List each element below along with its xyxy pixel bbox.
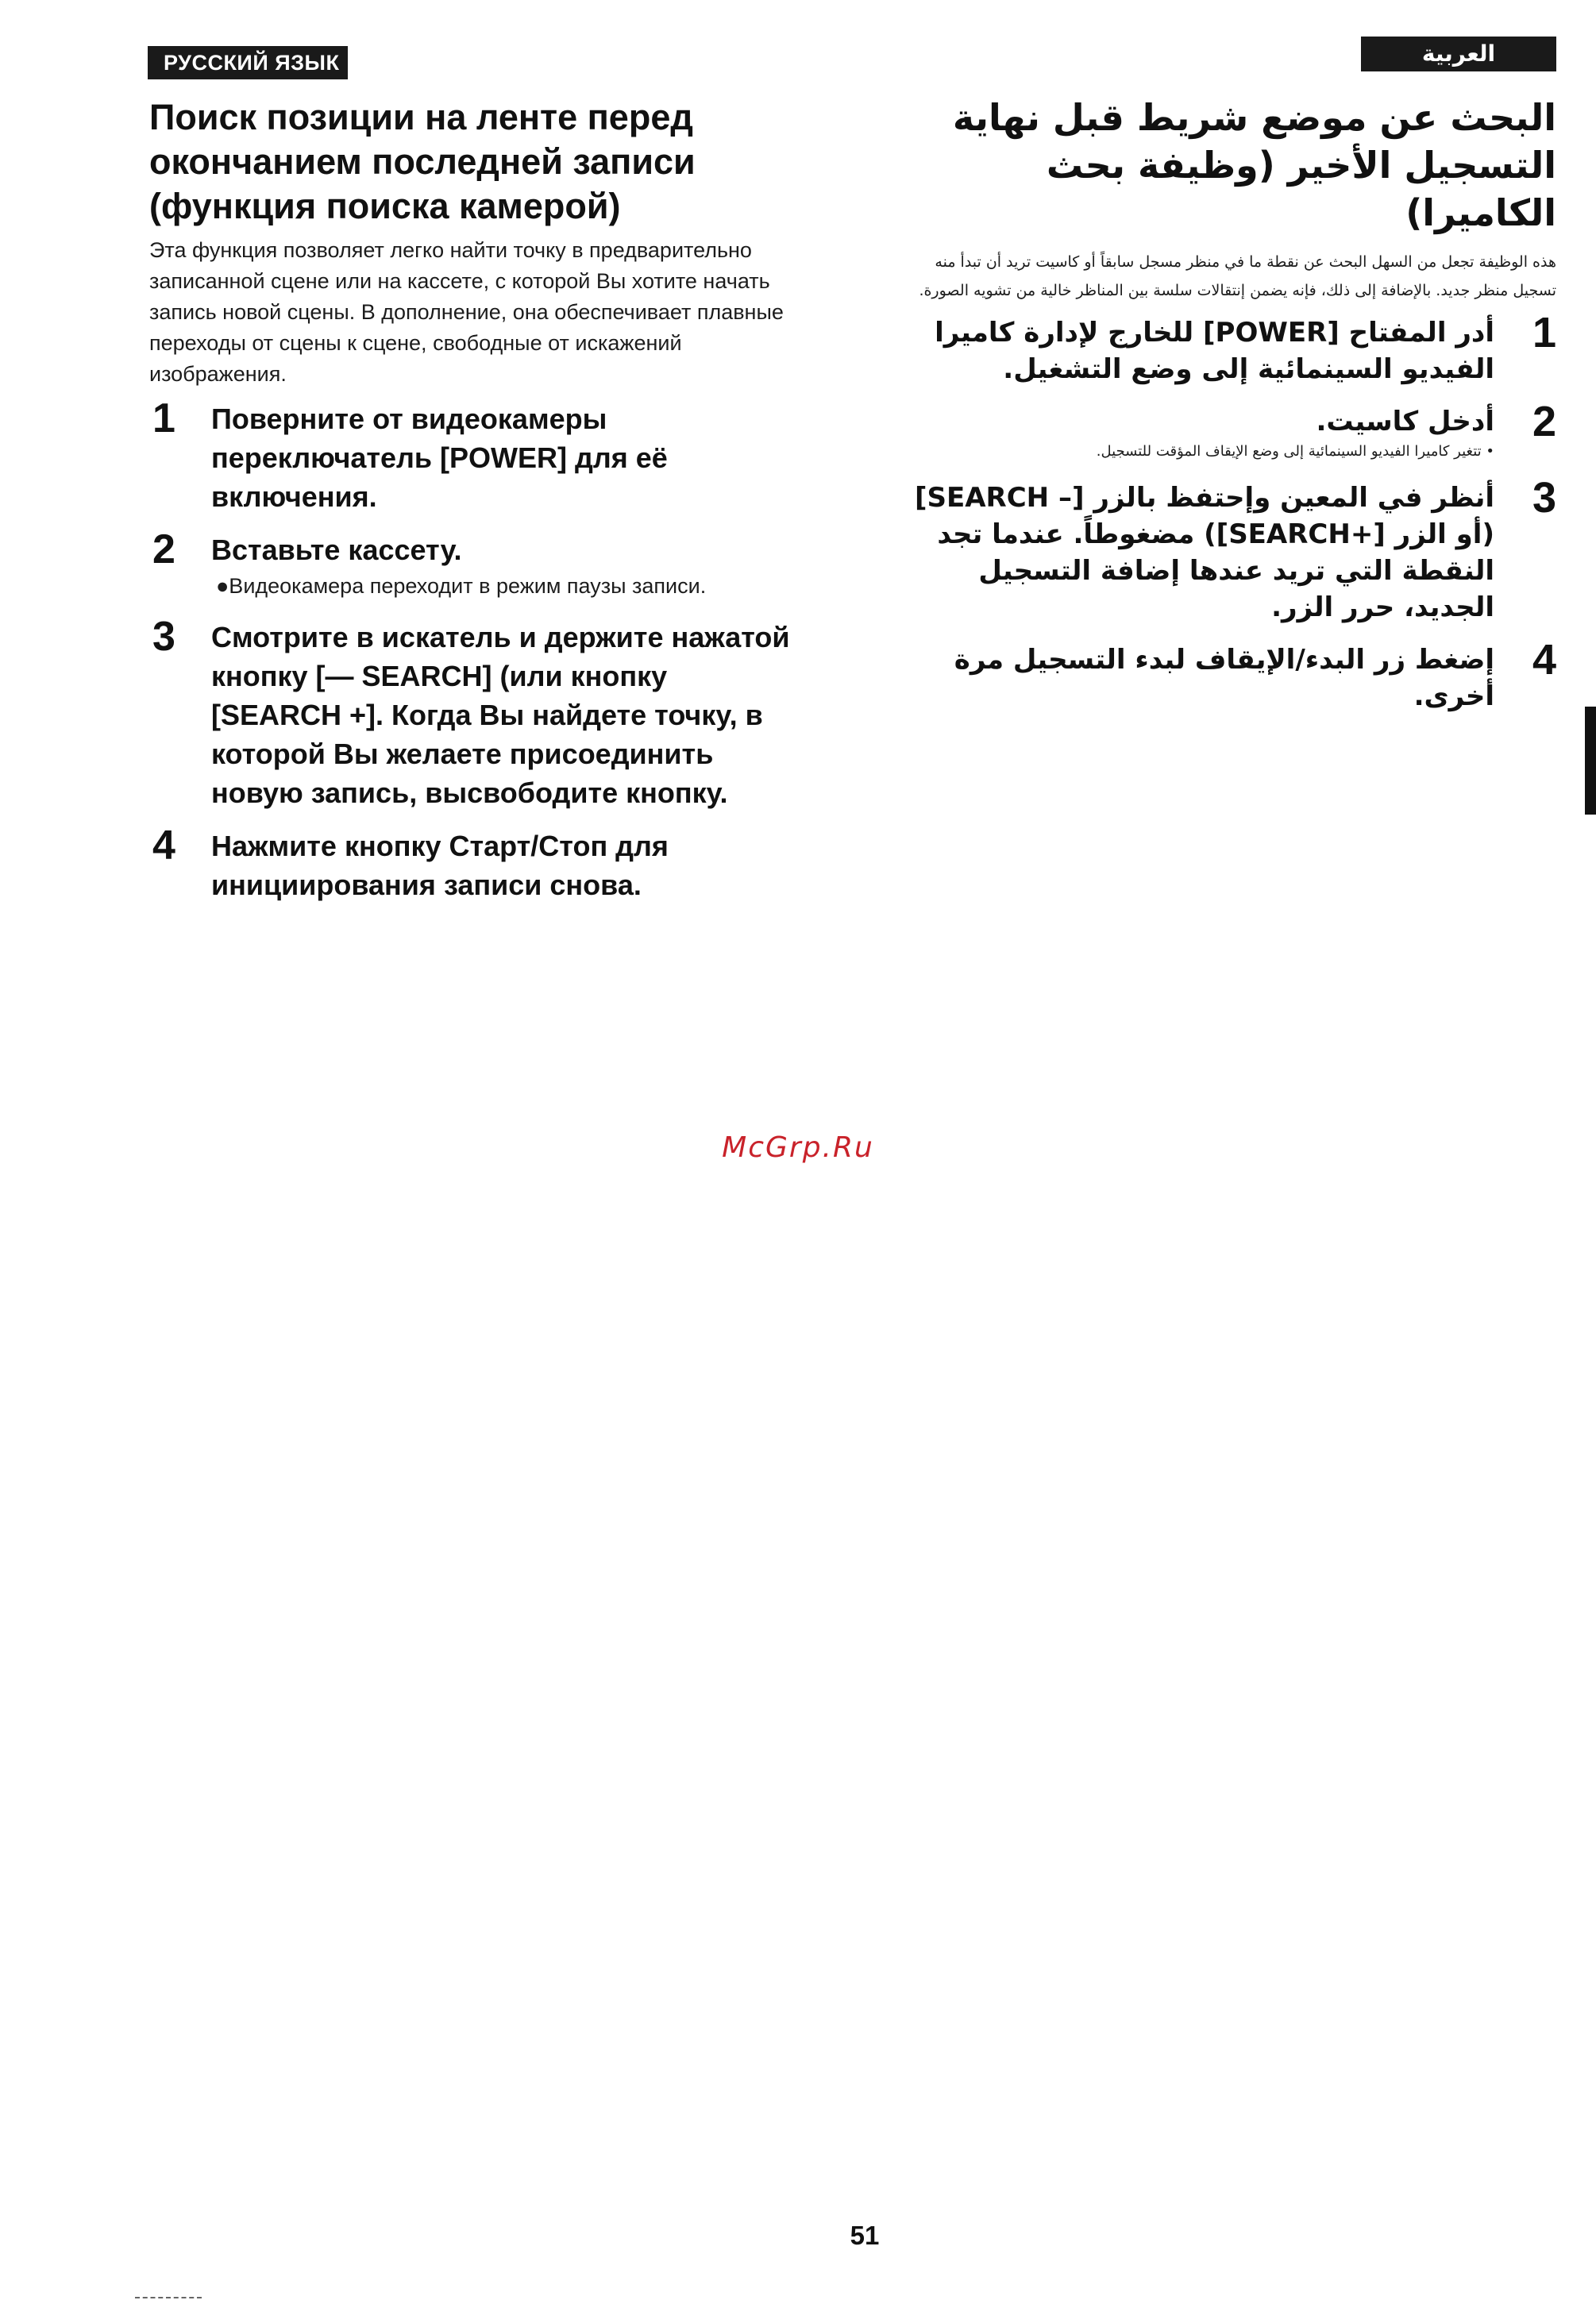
step-number: 3 [1532, 474, 1556, 522]
arabic-intro-paragraph: هذه الوظيفة تجعل من السهل البحث عن نقطة ما في منظر مسجل سابقاً أو كاسيت تريد أن تبدأ منه تسجيل منظر جديد. بالإضافة إلى ذلك، فإنه يضمن إنتقالات سلسة بين المناظر خالية من تشويه الصورة. [919, 253, 1556, 299]
step-number: 4 [152, 823, 175, 869]
step-text: إضغط زر البدء/الإيقاف لبدء التسجيل مرة أخرى. [954, 644, 1494, 712]
arabic-column [897, 94, 1556, 730]
step-text: Смотрите в искатель и держите нажатой кнопку [— SEARCH] (или кнопку [SEARCH +]. Когда Вы найдете точку, в которой Вы желаете присоединить новую запись, высвободите кнопку. [211, 621, 790, 809]
step-number: 1 [1532, 309, 1556, 356]
step-text: أنظر في المعين وإحتفظ بالزر [– SEARCH] (أو الزر [+SEARCH]) مضغوطاً. عندما تجد النقطة التي تريد عندها إضافة التسجيل الجديد، حرر الزر. [914, 482, 1494, 623]
russian-step-2 [149, 526, 800, 603]
russian-column [149, 95, 800, 919]
step-number: 2 [1532, 398, 1556, 445]
crop-mark [135, 2297, 202, 2298]
step-text: Нажмите кнопку Старт/Стоп для инициирования записи снова. [211, 830, 669, 901]
arabic-step-2 [897, 398, 1556, 464]
step-text: Вставьте кассету. [211, 534, 462, 566]
step-note: ●Видеокамера переходит в режим паузы записи. [216, 574, 707, 598]
step-note: • تتغير كاميرا الفيديو السينمائية إلى وضع الإيقاف المؤقت للتسجيل. [1096, 443, 1494, 460]
arabic-step-4 [897, 636, 1556, 715]
page-number: 51 [850, 2221, 880, 2250]
step-text: Поверните от видеокамеры переключатель [POWER] для её включения. [211, 403, 668, 513]
russian-step-3 [149, 614, 800, 812]
russian-step-4 [149, 823, 800, 904]
step-number: 3 [152, 614, 175, 660]
arabic-step-1 [897, 309, 1556, 387]
russian-step-1 [149, 395, 800, 516]
watermark: McGrp.Ru [722, 1131, 874, 1164]
russian-intro-paragraph: Эта функция позволяет легко найти точку в предварительно записанной сцене или на кассете, с которой Вы хотите начать запись новой сцены. В дополнение, она обеспечивает плавные переходы от сцены к сцене, свободные от искажений изображения. [149, 238, 784, 386]
section-edge-marker [1585, 707, 1596, 815]
russian-section-title: Поиск позиции на ленте перед окончанием последней записи (функция поиска камерой) [149, 97, 696, 226]
step-text: أدخل كاسيت. [1316, 406, 1494, 437]
russian-language-tab: РУССКИЙ ЯЗЫК [148, 46, 348, 79]
step-number: 2 [152, 526, 175, 572]
step-number: 4 [1532, 636, 1556, 684]
arabic-step-3 [897, 474, 1556, 626]
arabic-language-tab: العربية [1361, 37, 1556, 71]
step-text: أدر المفتاح [POWER] للخارج لإدارة كاميرا الفيديو السينمائية إلى وضع التشغيل. [935, 317, 1494, 385]
arabic-section-title: البحث عن موضع شريط قبل نهاية التسجيل الأخير (وظيفة بحث الكاميرا) [952, 96, 1556, 234]
step-number: 1 [152, 395, 175, 441]
